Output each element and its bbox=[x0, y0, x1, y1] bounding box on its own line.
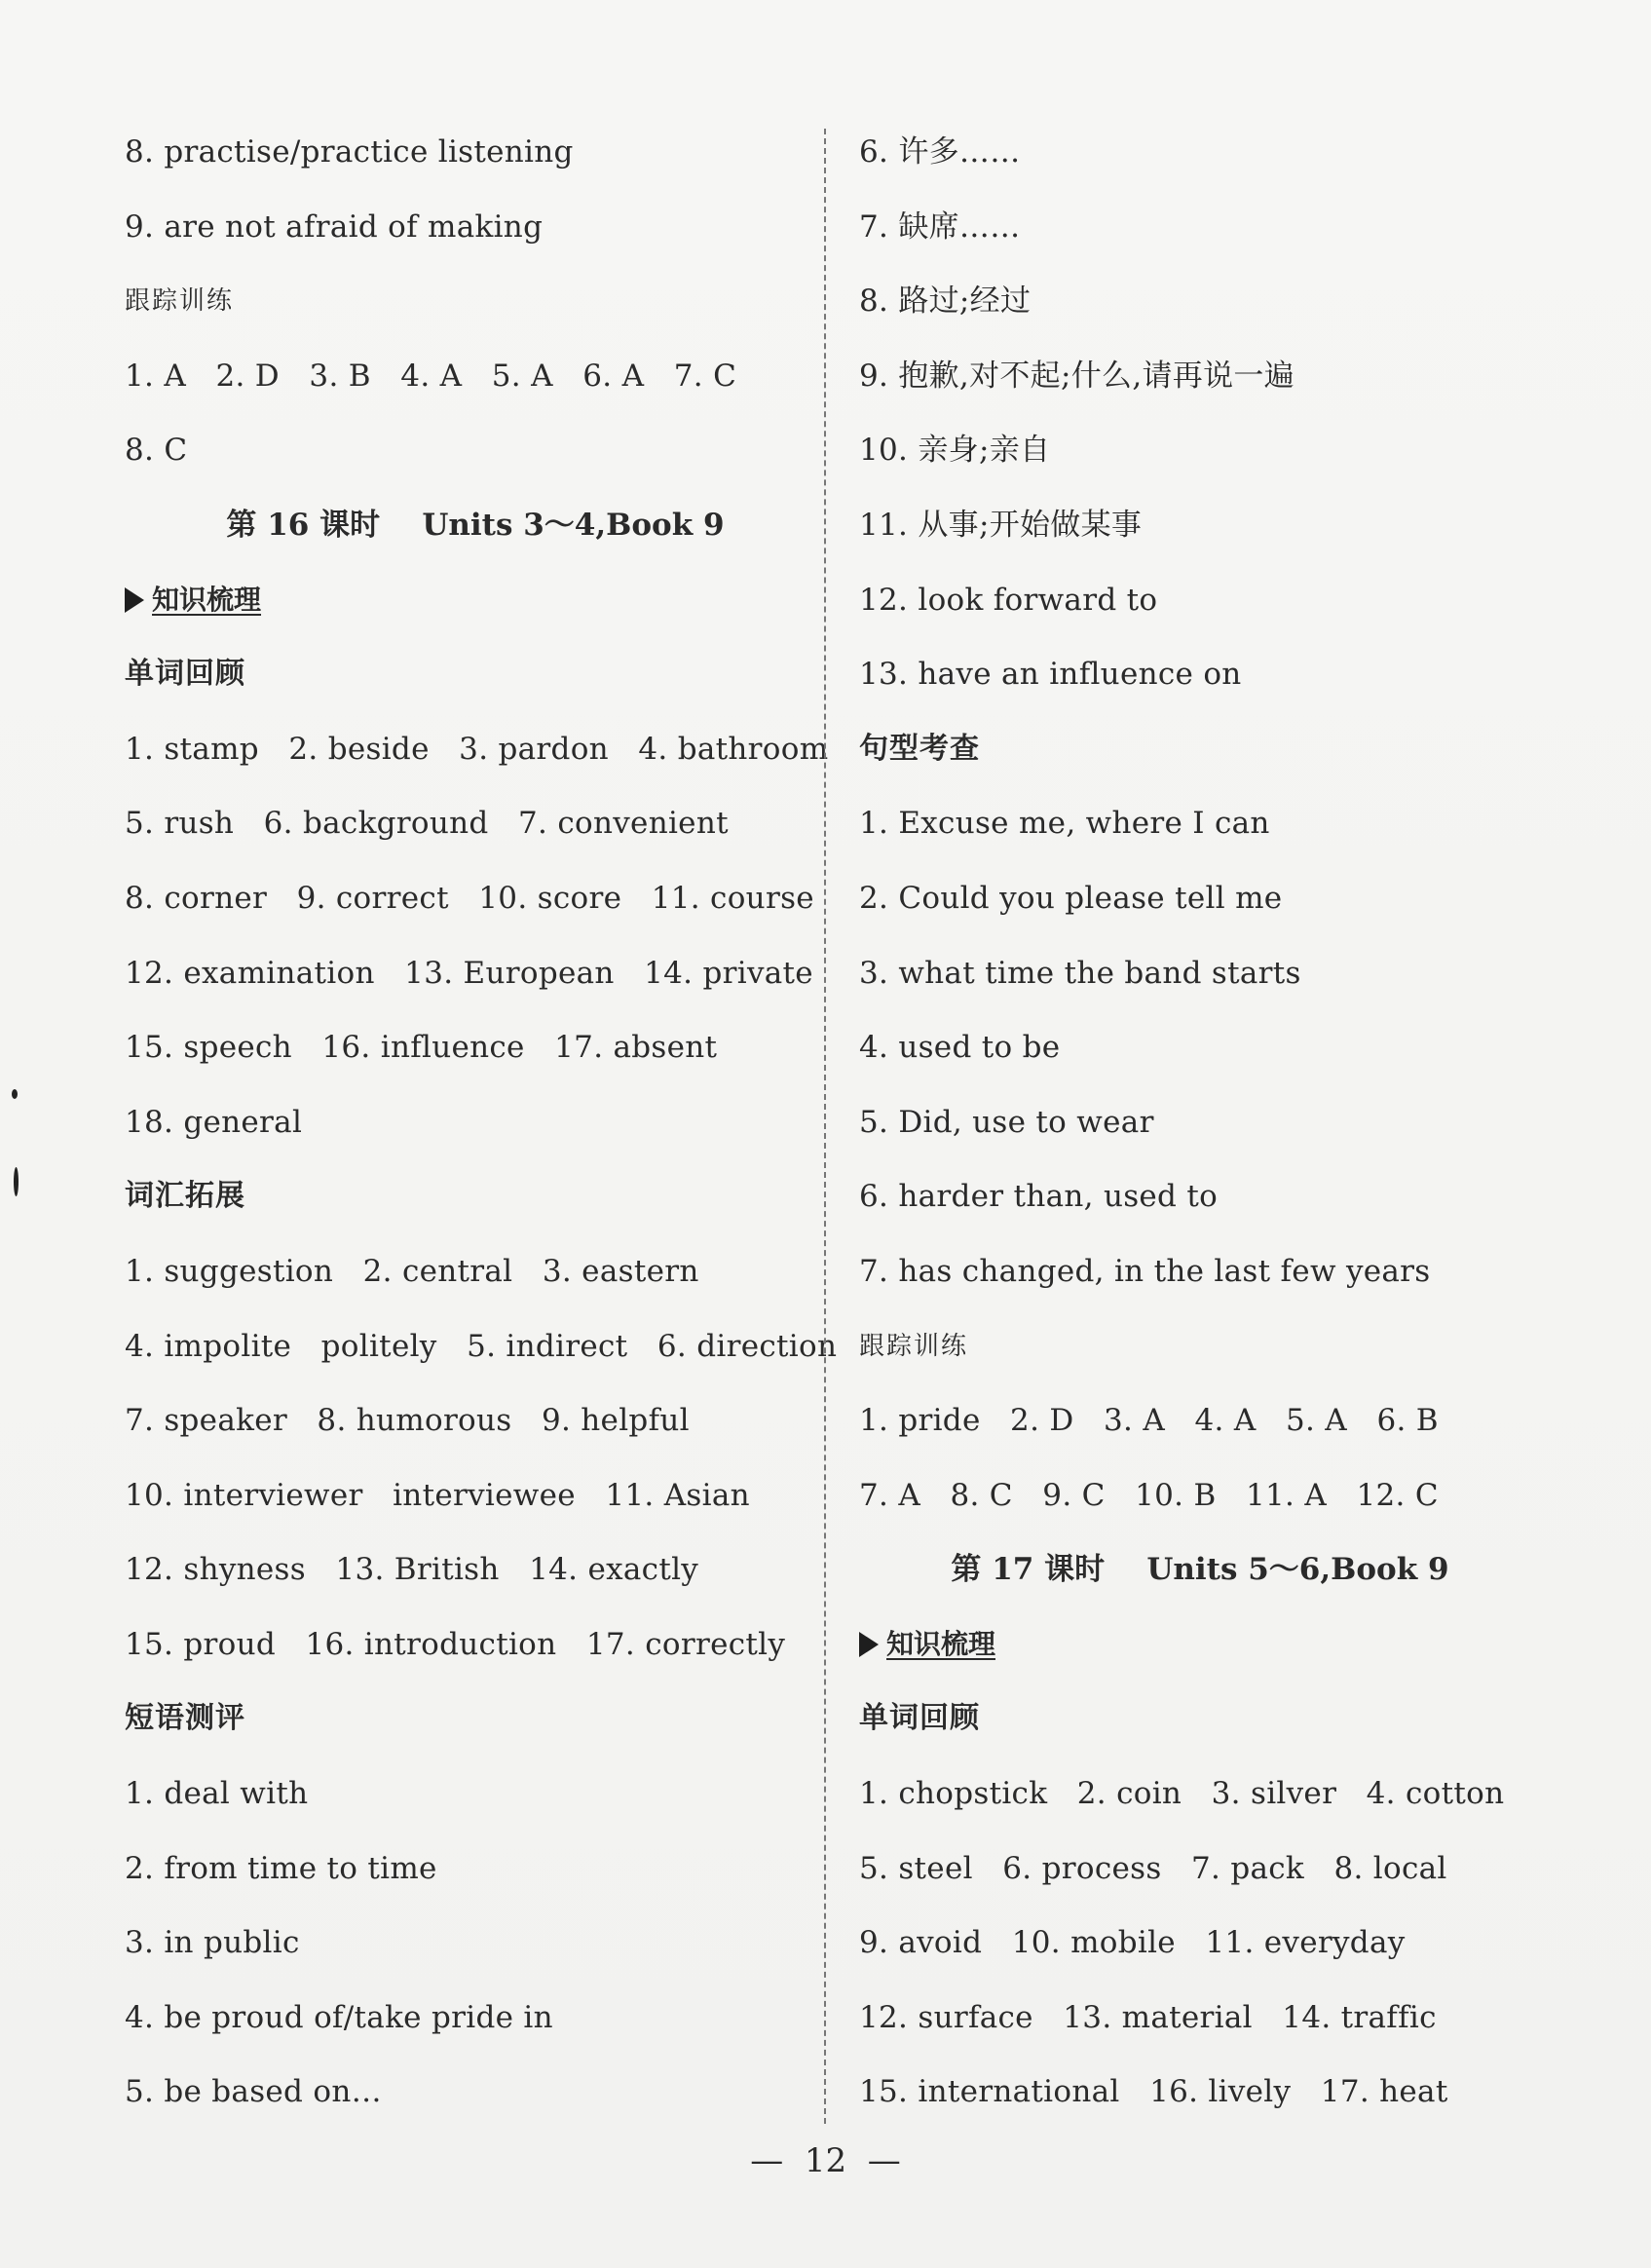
answer-line: 8. C bbox=[125, 433, 188, 469]
answer-line: 15. speech 16. influence 17. absent bbox=[125, 1030, 718, 1066]
lesson-title: 第 17 课时 Units 5～6,Book 9 bbox=[951, 1552, 1449, 1588]
subsection-heading: 单词回顾 bbox=[859, 1701, 980, 1736]
answer-line: 12. examination 13. European 14. private bbox=[125, 955, 813, 991]
column-divider bbox=[824, 129, 826, 2124]
section-heading bbox=[125, 563, 826, 638]
answer-line: 1. stamp 2. beside 3. pardon 4. bathroom bbox=[125, 731, 829, 767]
answer-line: 1. suggestion 2. central 3. eastern bbox=[125, 1253, 699, 1289]
section-heading-label: 知识梳理 bbox=[886, 1627, 996, 1660]
answer-line: 12. surface 13. material 14. traffic bbox=[859, 1999, 1437, 2035]
answer-line: 1. pride 2. D 3. A 4. A 5. A 6. B bbox=[859, 1403, 1439, 1439]
right-column bbox=[859, 115, 1541, 2130]
answer-line: 15. international 16. lively 17. heat bbox=[859, 2074, 1448, 2110]
practice-heading: 跟踪训练 bbox=[859, 1331, 969, 1361]
answer-line: 15. proud 16. introduction 17. correctly bbox=[125, 1626, 786, 1662]
answer-line: 6. 许多…… bbox=[859, 134, 1021, 170]
answer-line: 9. 抱歉,对不起;什么,请再说一遍 bbox=[859, 358, 1295, 394]
answer-line: 18. general bbox=[125, 1104, 303, 1140]
answer-line: 4. be proud of/take pride in bbox=[125, 1999, 553, 2035]
answer-line: 8. practise/practice listening bbox=[125, 134, 574, 170]
answer-line: 5. be based on… bbox=[125, 2074, 382, 2110]
answer-line: 9. are not afraid of making bbox=[125, 208, 544, 245]
subsection-heading: 短语测评 bbox=[125, 1701, 245, 1736]
answer-line: 8. 路过;经过 bbox=[859, 284, 1032, 320]
answer-line: 9. avoid 10. mobile 11. everyday bbox=[859, 1925, 1406, 1961]
answer-line: 1. A 2. D 3. B 4. A 5. A 6. A 7. C bbox=[125, 358, 737, 394]
answer-line: 1. chopstick 2. coin 3. silver 4. cotton bbox=[859, 1776, 1505, 1812]
answer-line: 6. harder than, used to bbox=[859, 1179, 1219, 1215]
left-column bbox=[125, 115, 838, 2130]
scan-mark bbox=[14, 1167, 19, 1196]
section-heading-label: 知识梳理 bbox=[152, 583, 262, 616]
answer-line: 4. used to be bbox=[859, 1030, 1061, 1066]
answer-line: 3. what time the band starts bbox=[859, 955, 1301, 991]
answer-line: 4. impolite politely 5. indirect 6. direction bbox=[125, 1328, 838, 1364]
scan-mark bbox=[12, 1089, 18, 1099]
subsection-heading: 词汇拓展 bbox=[125, 1179, 245, 1214]
answer-line: 12. look forward to bbox=[859, 582, 1158, 618]
subsection-heading: 单词回顾 bbox=[125, 657, 245, 692]
answer-line: 2. from time to time bbox=[125, 1850, 437, 1886]
page-number: — 12 — bbox=[750, 2141, 901, 2180]
answer-line: 13. have an influence on bbox=[859, 657, 1242, 693]
triangle-bullet-icon bbox=[125, 587, 144, 613]
answer-line: 2. Could you please tell me bbox=[859, 880, 1283, 916]
answer-line: 11. 从事;开始做某事 bbox=[859, 507, 1143, 543]
answer-line: 7. has changed, in the last few years bbox=[859, 1253, 1431, 1289]
answer-line: 1. deal with bbox=[125, 1776, 309, 1812]
answer-line: 5. Did, use to wear bbox=[859, 1104, 1154, 1140]
answer-line: 7. A 8. C 9. C 10. B 11. A 12. C bbox=[859, 1477, 1439, 1513]
page-number-value: 12 bbox=[804, 2141, 847, 2180]
section-heading bbox=[859, 1607, 1541, 1682]
lesson-title: 第 16 课时 Units 3～4,Book 9 bbox=[226, 507, 725, 543]
answer-line: 10. interviewer interviewee 11. Asian bbox=[125, 1477, 750, 1513]
answer-line: 1. Excuse me, where I can bbox=[859, 806, 1270, 842]
answer-line: 7. speaker 8. humorous 9. helpful bbox=[125, 1403, 690, 1439]
answer-line: 10. 亲身;亲自 bbox=[859, 433, 1051, 469]
answer-line: 12. shyness 13. British 14. exactly bbox=[125, 1552, 699, 1588]
triangle-bullet-icon bbox=[859, 1632, 879, 1657]
answer-line: 7. 缺席…… bbox=[859, 208, 1021, 245]
answer-line: 8. corner 9. correct 10. score 11. course bbox=[125, 880, 814, 916]
practice-heading: 跟踪训练 bbox=[125, 286, 235, 317]
answer-line: 5. rush 6. background 7. convenient bbox=[125, 806, 729, 842]
answer-line: 5. steel 6. process 7. pack 8. local bbox=[859, 1850, 1447, 1886]
subsection-heading: 句型考查 bbox=[859, 731, 980, 766]
answer-line: 3. in public bbox=[125, 1925, 300, 1961]
